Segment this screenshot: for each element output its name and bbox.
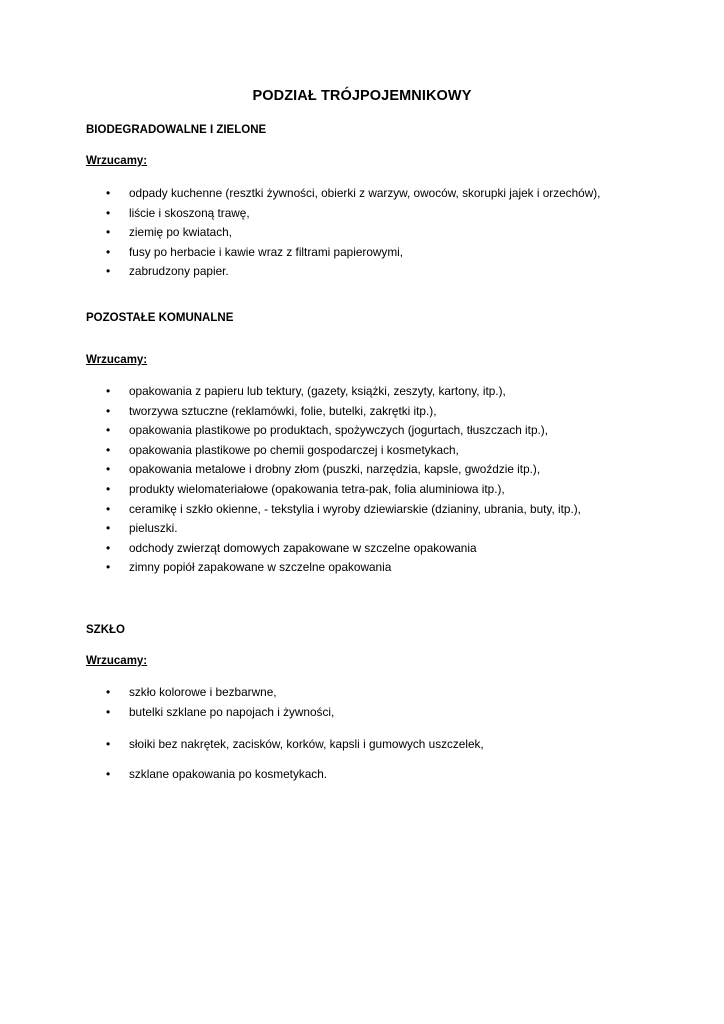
bullet-icon: • [106, 501, 111, 516]
list-item [0, 262, 724, 282]
bullet-icon: • [106, 481, 111, 496]
list-item-text: opakowania plastikowe po chemii gospodarczej i kosmetykach, [129, 442, 459, 457]
bullet-icon: • [106, 560, 111, 575]
bullet-icon: • [106, 540, 111, 555]
list-item [0, 735, 724, 755]
list-item [0, 539, 724, 559]
list-item [0, 480, 724, 500]
bullet-icon: • [106, 704, 111, 719]
list-biodegradable [0, 184, 724, 282]
bullet-icon: • [106, 521, 111, 536]
list-item-text: ceramikę i szkło okienne, - tekstylia i wyroby dziewiarskie (dzianiny, ubrania, buty, itp.), [129, 501, 581, 516]
bullet-icon: • [106, 737, 111, 752]
page-title: PODZIAŁ TRÓJPOJEMNIKOWY [252, 88, 472, 104]
list-item-text: tworzywa sztuczne (reklamówki, folie, butelki, zakrętki itp.), [129, 403, 437, 418]
list-item-text: szklane opakowania po kosmetykach. [129, 766, 328, 781]
bullet-icon: • [106, 384, 111, 398]
list-item-text: szkło kolorowe i bezbarwne, [129, 685, 277, 699]
list-item-text: produkty wielomateriałowe (opakowania tetra-pak, folia aluminiowa itp.), [129, 481, 505, 496]
list-item [0, 184, 724, 204]
list-item-text: odpady kuchenne (resztki żywności, obierki z warzyw, owoców, skorupki jajek i orzechów), [129, 186, 601, 200]
list-item [0, 441, 724, 461]
list-item [0, 558, 724, 578]
list-item [0, 500, 724, 520]
section-subheading-glass: Wrzucamy: [86, 655, 148, 667]
bullet-icon: • [106, 403, 111, 418]
list-item-text: odchody zwierząt domowych zapakowane w szczelne opakowania [129, 540, 477, 555]
list-item-text: fusy po herbacie i kawie wraz z filtrami papierowymi, [129, 244, 404, 259]
list-item-text: opakowania metalowe i drobny złom (puszki, narzędzia, kapsle, gwoździe itp.), [129, 462, 541, 477]
bullet-icon: • [106, 205, 111, 220]
list-item [0, 519, 724, 539]
bullet-icon: • [106, 766, 111, 781]
list-item-text: słoiki bez nakrętek, zacisków, korków, kapsli i gumowych uszczelek, [129, 737, 484, 752]
bullet-icon: • [106, 244, 111, 259]
list-item [0, 765, 724, 785]
list-municipal [0, 382, 724, 578]
list-item-text: zimny popiół zapakowane w szczelne opakowania [129, 560, 392, 575]
section-heading-biodegradable: BIODEGRADOWALNE I ZIELONE [86, 124, 267, 136]
bullet-icon: • [106, 423, 111, 438]
list-item [0, 421, 724, 441]
bullet-icon: • [106, 442, 111, 457]
list-item [0, 460, 724, 480]
list-item [0, 223, 724, 243]
list-item-text: pieluszki. [129, 521, 178, 536]
bullet-icon: • [106, 264, 111, 279]
list-item [0, 243, 724, 263]
list-item-text: butelki szklane po napojach i żywności, [129, 704, 335, 719]
section-heading-municipal: POZOSTAŁE KOMUNALNE [86, 312, 234, 324]
list-item-text: zabrudzony papier. [129, 264, 229, 279]
list-item [0, 683, 724, 703]
list-item-text: opakowania plastikowe po produktach, spożywczych (jogurtach, tłuszczach itp.), [129, 423, 548, 438]
list-item [0, 382, 724, 402]
bullet-icon: • [106, 685, 111, 699]
list-item-text: liście i skoszoną trawę, [129, 205, 250, 220]
section-heading-glass: SZKŁO [86, 624, 125, 636]
bullet-icon: • [106, 186, 111, 200]
list-glass [0, 683, 724, 784]
bullet-icon: • [106, 462, 111, 477]
list-item [0, 204, 724, 224]
list-item [0, 402, 724, 422]
bullet-icon: • [106, 225, 111, 240]
section-subheading-municipal: Wrzucamy: [86, 354, 148, 366]
section-subheading-biodegradable: Wrzucamy: [86, 155, 148, 167]
list-item-text: ziemię po kwiatach, [129, 225, 232, 240]
list-item [0, 703, 724, 723]
list-item-text: opakowania z papieru lub tektury, (gazety, książki, zeszyty, kartony, itp.), [129, 384, 506, 398]
